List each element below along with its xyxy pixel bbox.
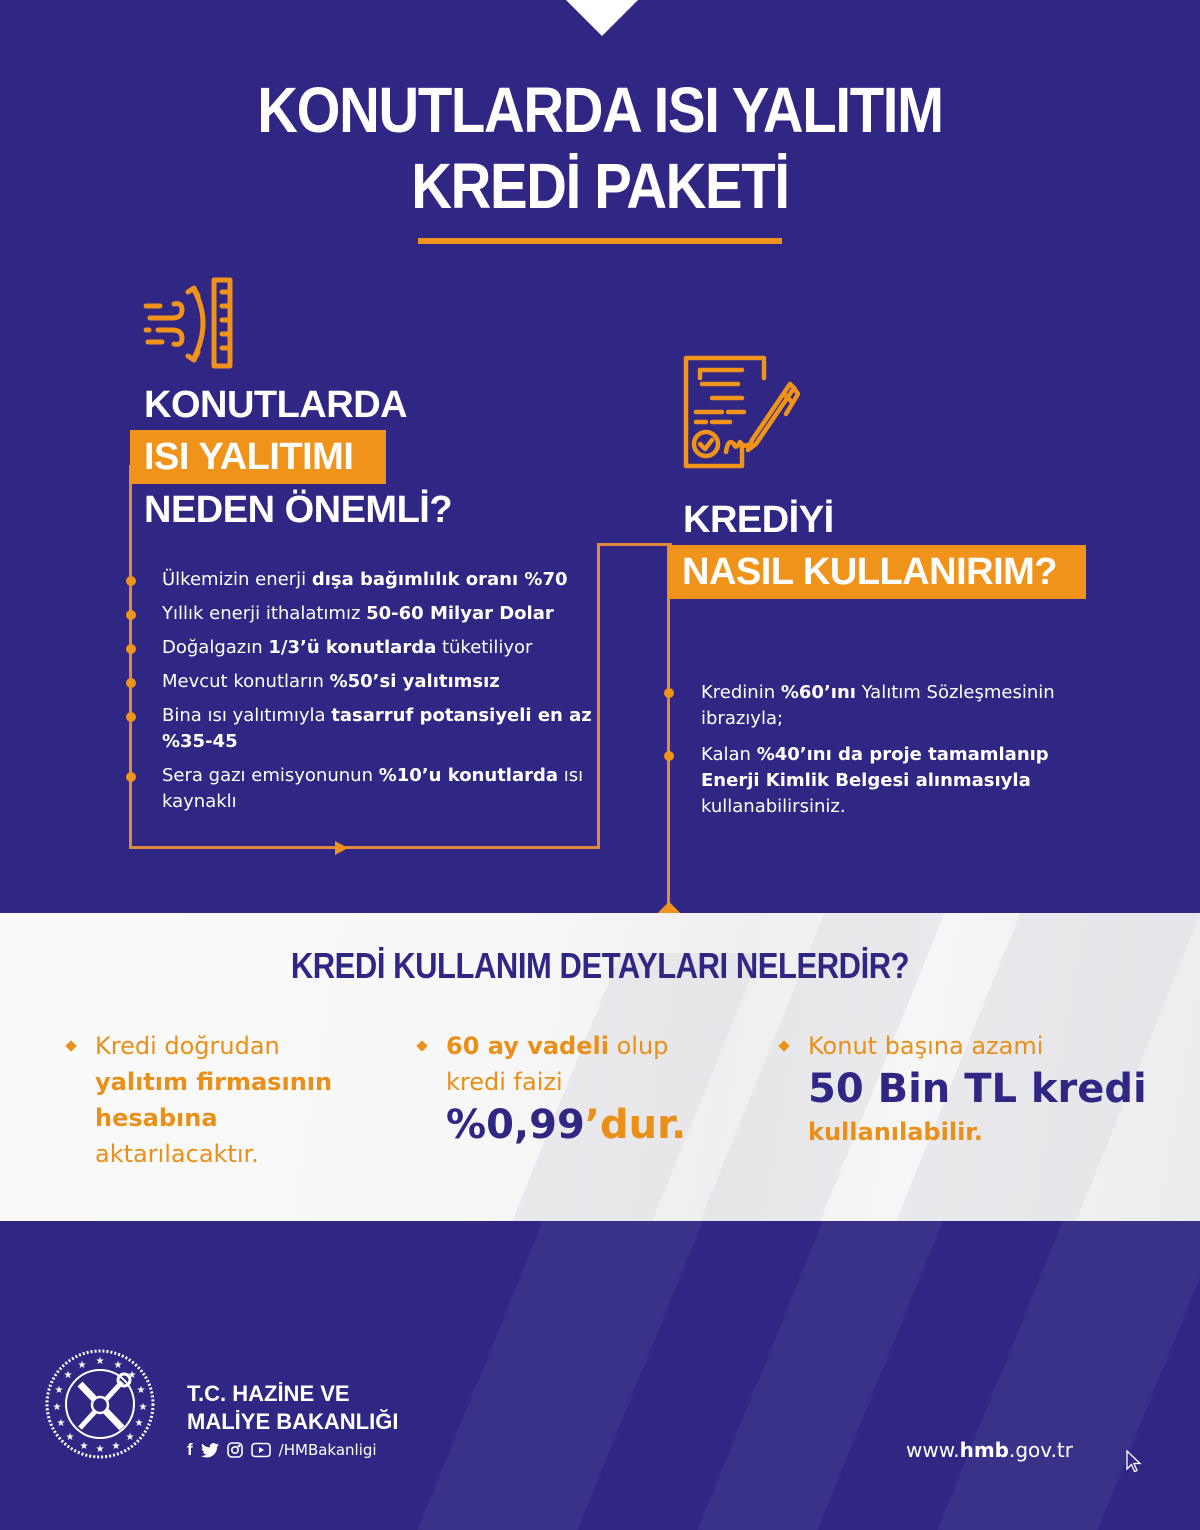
mouse-cursor-icon: [1126, 1450, 1142, 1474]
list-item: Ülkemizin enerji dışa bağımlılık oranı %70: [162, 569, 568, 590]
svg-text:★: ★: [138, 1402, 148, 1413]
svg-text:★: ★: [63, 1370, 73, 1381]
main-title-line1: KONUTLARDA ISI YALITIM: [257, 74, 943, 146]
title-underline: [418, 238, 782, 244]
list-item: Yıllık enerji ithalatımız 50-60 Milyar Dolar: [162, 603, 554, 624]
bullet-dot: [664, 751, 674, 761]
ministry-name-line2: MALİYE BAKANLIĞI: [187, 1409, 399, 1434]
list-item: Mevcut konutların %50’si yalıtımsız: [162, 671, 500, 692]
left-heading-line1: KONUTLARDA: [144, 384, 408, 426]
website-link[interactable]: [906, 1438, 1073, 1462]
social-handle[interactable]: /HMBakanligi: [278, 1441, 377, 1459]
bullet-dot: [126, 678, 136, 688]
ministry-logo-icon: [44, 1348, 156, 1460]
detail-column-1: [95, 1028, 395, 1172]
list-item: Kalan %40’ını da proje tamamlanıp Enerji Kimlik Belgesi alınmasıyla kullanabilirsiniz.: [701, 744, 1049, 817]
connector-top-horizontal: [597, 543, 672, 546]
top-notch: [566, 0, 638, 36]
detail-text: kredi faizi: [446, 1068, 563, 1096]
signed-contract-icon: [680, 354, 800, 472]
svg-text:★: ★: [95, 1356, 105, 1367]
detail-column-3: [808, 1028, 1168, 1150]
svg-text:★: ★: [79, 1441, 89, 1452]
instagram-icon[interactable]: [227, 1442, 243, 1458]
bullet-dot: [664, 688, 674, 698]
svg-text:★: ★: [136, 1385, 146, 1396]
detail-text: Kredi doğrudan: [95, 1032, 280, 1060]
twitter-icon[interactable]: [201, 1443, 219, 1458]
ministry-name: [187, 1380, 398, 1436]
list-item: Sera gazı emisyonunun %10’u konutlarda ısı kaynaklı: [162, 765, 584, 812]
bullet-dot: [126, 772, 136, 782]
building-shadow: [413, 1221, 706, 1530]
main-title-line2: KREDİ PAKETİ: [411, 150, 789, 222]
svg-text:★: ★: [111, 1441, 121, 1452]
detail-text: aktarılacaktır.: [95, 1140, 259, 1168]
svg-text:★: ★: [52, 1402, 62, 1413]
right-heading-line1: KREDİYİ: [683, 499, 834, 541]
svg-text:★: ★: [113, 1360, 123, 1371]
right-heading-highlight: NASIL KULLANIRIM?: [668, 545, 1086, 599]
list-item: Doğalgazın 1/3’ü konutlarda tüketiliyor: [162, 637, 533, 658]
left-heading-highlight: ISI YALITIMI: [130, 430, 386, 484]
svg-text:★: ★: [77, 1360, 87, 1371]
list-item: Bina ısı yalıtımıyla tasarruf potansiyeli en az %35-45: [162, 705, 592, 752]
credit-amount: 50 Bin TL kredi: [808, 1066, 1147, 1112]
arrow-right-icon: [335, 841, 348, 855]
youtube-icon[interactable]: [251, 1442, 271, 1458]
detail-text: kullanılabilir.: [808, 1118, 983, 1146]
building-shadow: [933, 1221, 1200, 1530]
left-heading-line3: NEDEN ÖNEMLİ?: [144, 489, 453, 531]
building-shadow: [693, 1221, 946, 1530]
main-title: [72, 72, 1128, 224]
detail-text: Konut başına azami: [808, 1032, 1044, 1060]
svg-text:★: ★: [127, 1370, 137, 1381]
facebook-icon[interactable]: f: [187, 1440, 193, 1459]
bullet-dot: [126, 610, 136, 620]
bullet-dot: [126, 576, 136, 586]
ministry-name-line1: T.C. HAZİNE VE: [187, 1381, 350, 1406]
left-bullet-list: [162, 567, 592, 823]
footer-section: [0, 1221, 1200, 1530]
insulation-wall-icon: [138, 276, 238, 372]
interest-rate: %0,99’dur.: [446, 1102, 687, 1148]
detail-bold: yalıtım firmasının hesabına: [95, 1068, 333, 1132]
details-title: KREDİ KULLANIM DETAYLARI NELERDİR?: [290, 945, 910, 986]
svg-text:★: ★: [134, 1418, 144, 1429]
website-suffix: .gov.tr: [1009, 1438, 1073, 1462]
connector-left-vertical: [129, 465, 132, 849]
right-bullet-list: [701, 680, 1101, 828]
detail-column-2: [446, 1028, 766, 1150]
connector-mid-vertical: [597, 543, 600, 849]
social-links: [187, 1440, 377, 1460]
list-item: Kredinin %60’ını Yalıtım Sözleşmesinin ibrazıyla;: [701, 682, 1055, 729]
svg-text:★: ★: [56, 1418, 66, 1429]
website-domain: hmb: [959, 1438, 1009, 1462]
svg-text:★: ★: [65, 1432, 75, 1443]
connector-bottom-horizontal: [129, 846, 600, 849]
website-prefix: www.: [906, 1438, 960, 1462]
bullet-dot: [126, 712, 136, 722]
svg-text:★: ★: [95, 1444, 105, 1455]
svg-text:★: ★: [125, 1432, 135, 1443]
svg-text:★: ★: [54, 1385, 64, 1396]
bullet-dot: [126, 644, 136, 654]
detail-text: 60 ay vadeli olup: [446, 1032, 669, 1060]
